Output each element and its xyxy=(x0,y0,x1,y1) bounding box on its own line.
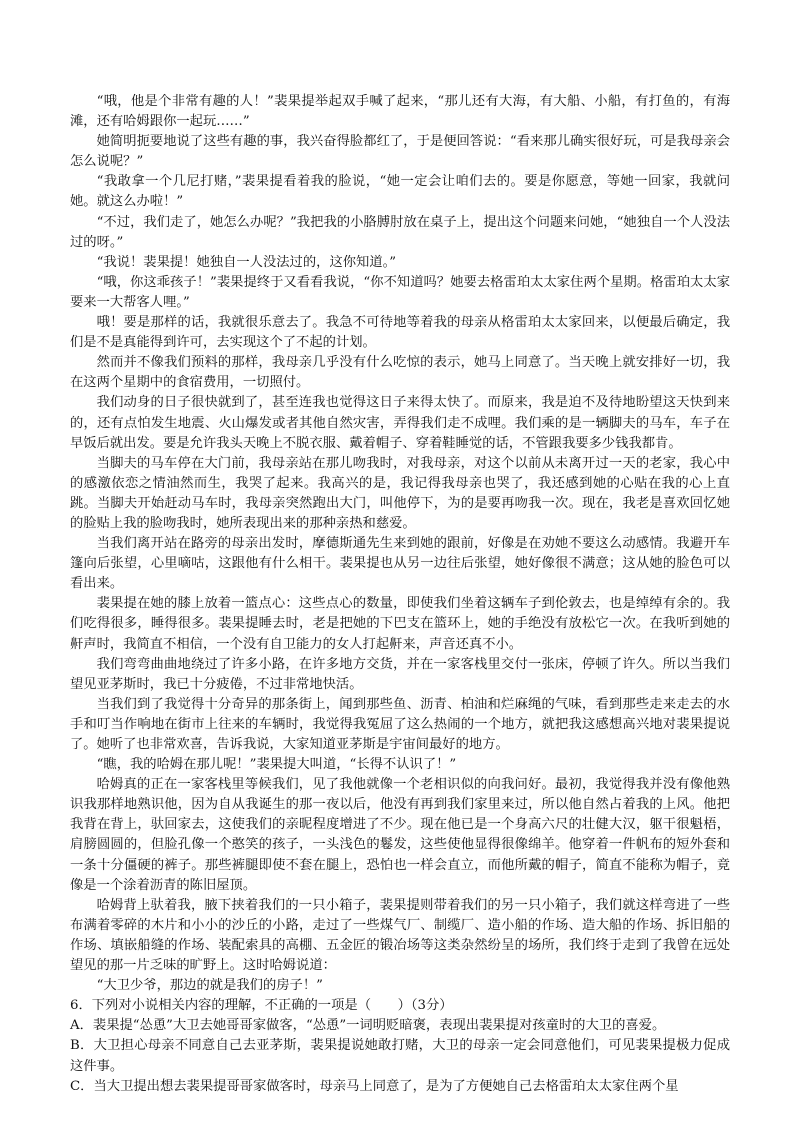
paragraph-16: 哈姆真的正在一家客栈里等候我们，见了我他就像一个老相识似的向我问好。最初，我觉得我并没有像他熟识我那样地熟识他，因为自从我诞生的那一夜以后，他没有再到我们家里来过，所以他自然占着我的上风。他把我背在背上，驮回家去，这使我们的亲昵程度增进了不少。现在他已是一个身高六尺的壮健大汉，躯干很魁梧，肩膀圆圆的，但脸孔像一个憨笑的孩子，一头浅色的鬈发，这些使他显得很像绵羊。他穿着一件帆布的短外套和一条十分僵硬的裤子。那些裤腿即使不套在腿上，恐怕也一样会直立，而他所戴的帽子，简直不能称为帽子，竟像是一个涂着沥青的陈旧屋顶。 xyxy=(70,777,730,893)
paragraph-7: 哦！要是那样的话，我就很乐意去了。我急不可待地等着我的母亲从格雷珀太太家回来，以便最后确定，我们是不是真能得到许可，去实现这个了不起的计划。 xyxy=(70,315,730,351)
question-option-c: C．当大卫提出想去裴果提哥哥家做客时，母亲马上同意了，是为了方便她自己去格雷珀太太家住两个星 xyxy=(70,1078,679,1094)
paragraph-8: 然而并不像我们预料的那样，我母亲几乎没有什么吃惊的表示，她马上同意了。当天晚上就安排好一切，我在这两个星期中的食宿费用，一切照付。 xyxy=(70,355,730,391)
paragraph-14: 当我们到了我觉得十分奇异的那条街上，闻到那些鱼、沥青、柏油和烂麻绳的气味，看到那些走来走去的水手和叮当作响地在街市上往来的车辆时，我觉得我冤屈了这么热闹的一个地方，就把我这感想高兴地对裴果提说了。她听了也非常欢喜，告诉我说，大家知道亚茅斯是宇宙间最好的地方。 xyxy=(70,696,730,752)
question-option-b: B．大卫担心母亲不同意自己去亚茅斯，裴果提说她敢打赌，大卫的母亲一定会同意他们，可见裴果提极力促成这件事。 xyxy=(70,1038,730,1074)
paragraph-9: 我们动身的日子很快就到了，甚至连我也觉得这日子来得太快了。而原来，我是迫不及待地盼望这天快到来的，还有点怕发生地震、火山爆发或者其他自然灾害，弄得我们走不成哩。我们乘的是一辆脚夫的马车，车子在早饭后就出发。要是允许我头天晚上不脱衣服、戴着帽子、穿着鞋睡觉的话，不管跟我要多少钱我都肯。 xyxy=(70,395,730,451)
paragraph-13: 我们弯弯曲曲地绕过了许多小路，在许多地方交货，并在一家客栈里交付一张床，停顿了许久。所以当我们望见亚茅斯时，我已十分疲倦，不过非常地快活。 xyxy=(70,656,730,692)
paragraph-2: 她简明扼要地说了这些有趣的事，我兴奋得脸都红了，于是便回答说：“看来那儿确实很好玩，可是我母亲会怎么说呢？” xyxy=(70,134,730,170)
paragraph-1: “哦，他是个非常有趣的人！”裴果提举起双手喊了起来，“那儿还有大海，有大船、小船，有打鱼的，有海滩，还有哈姆跟你一起玩……” xyxy=(70,94,730,130)
paragraph-17: 哈姆背上驮着我，腋下挟着我们的一只小箱子，裴果提则带着我们的另一只小箱子，我们就这样弯进了一些布满着零碎的木片和小小的沙丘的小路，走过了一些煤气厂、制缆厂、造小船的作场、造大船的作场、拆旧船的作场、填嵌船缝的作场、装配索具的高棚、五金匠的锻冶场等这类杂然纷呈的场所，我们终于走到了我曾在远处望见的那一片乏味的旷野上。这时哈姆说道： xyxy=(70,897,730,974)
paragraph-15: “瞧，我的哈姆在那儿呢！”裴果提大叫道，“长得不认识了！” xyxy=(96,757,457,773)
paragraph-11: 当我们离开站在路旁的母亲出发时，摩德斯通先生来到她的跟前，好像是在劝她不要这么动感情。我避开车篷向后张望，心里嘀咕，这跟他有什么相干。裴果提也从另一边往后张望，她好像很不满意；这从她的脸色可以看出来。 xyxy=(70,536,730,592)
paragraph-18: “大卫少爷，那边的就是我们的房子！” xyxy=(96,978,323,994)
paragraph-4: “不过，我们走了，她怎么办呢？”我把我的小胳膊肘放在桌子上，提出这个问题来问她，“她独自一个人没法过的呀。” xyxy=(70,214,730,250)
question-stem: 6．下列对小说相关内容的理解，不正确的一项是（ ）（3分） xyxy=(70,998,453,1014)
paragraph-10: 当脚夫的马车停在大门前，我母亲站在那儿吻我时，对我母亲，对这个以前从未离开过一天的老家，我心中的感激依恋之情油然而生，我哭了起来。我高兴的是，我记得我母亲也哭了，我还感到她的心贴在我的心上直跳。当脚夫开始赶动马车时，我母亲突然跑出大门，叫他停下，为的是要再吻我一次。现在，我老是喜欢回忆她的脸贴上我的脸吻我时，她所表现出来的那种亲热和慈爱。 xyxy=(70,455,730,531)
question-option-a: A．裴果提“怂恿”大卫去她哥哥家做客，“怂恿”一词明贬暗褒，表现出裴果提对孩童时的大卫的喜爱。 xyxy=(70,1018,666,1034)
paragraph-6: “哦，你这乖孩子！”裴果提终于又看看我说，“你不知道吗？她要去格雷珀太太家住两个星期。格雷珀太太家要来一大帮客人哩。” xyxy=(70,274,730,310)
paragraph-3: “我敢拿一个几尼打赌，”裴果提看着我的脸说，“她一定会让咱们去的。要是你愿意，等她一回家，我就问她。就这么办啦！” xyxy=(70,174,730,210)
document-page xyxy=(70,92,730,1097)
paragraph-5: “我说！裴果提！她独自一人没法过的，这你知道。” xyxy=(96,254,397,270)
paragraph-12: 裴果提在她的膝上放着一篮点心：这些点心的数量，即使我们坐着这辆车子到伦敦去，也是绰绰有余的。我们吃得很多，睡得很多。裴果提睡去时，老是把她的下巴支在篮环上，她的手绝没有放松它一次。在我听到她的鼾声时，我简直不相信，一个没有自卫能力的女人打起鼾来，声音还真不小。 xyxy=(70,596,730,652)
